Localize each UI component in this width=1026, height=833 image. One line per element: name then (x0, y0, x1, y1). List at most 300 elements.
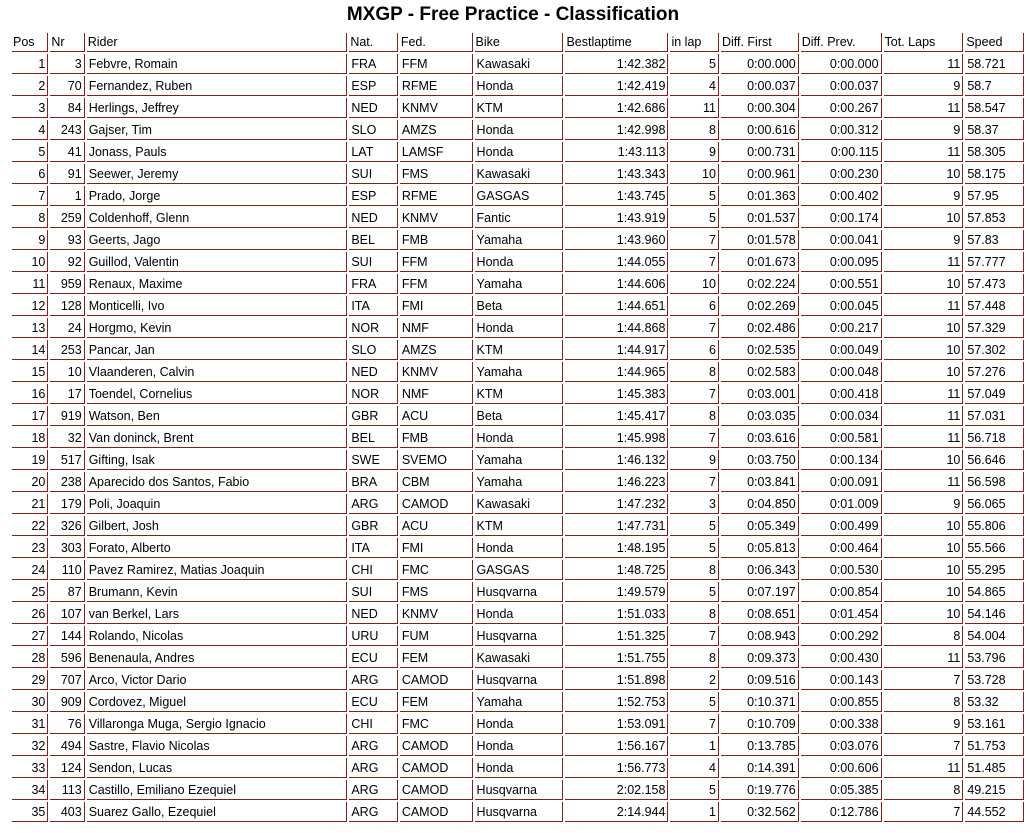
cell-tot-laps: 10 (884, 450, 964, 470)
cell-fed: FFM (400, 54, 473, 74)
column-header-in-lap: in lap (670, 33, 718, 52)
table-row (12, 340, 1024, 360)
cell-in-lap: 6 (670, 340, 718, 360)
cell-diff-first: 0:01.578 (721, 230, 799, 250)
cell-diff-prev: 0:00.034 (801, 406, 882, 426)
cell-bike: Honda (475, 76, 564, 96)
cell-nat: ARG (349, 736, 397, 756)
cell-diff-prev: 0:00.430 (801, 648, 882, 668)
cell-bike: Kawasaki (475, 54, 564, 74)
cell-fed: FMB (400, 230, 473, 250)
cell-in-lap: 9 (670, 142, 718, 162)
column-header-diff-prev: Diff. Prev. (801, 33, 882, 52)
cell-in-lap: 11 (670, 98, 718, 118)
table-row (12, 714, 1024, 734)
cell-rider: Geerts, Jago (87, 230, 348, 250)
cell-nat: ITA (349, 538, 397, 558)
cell-nr: 253 (50, 340, 84, 360)
cell-bike: Husqvarna (475, 802, 564, 822)
cell-speed: 56.646 (965, 450, 1024, 470)
cell-bestlaptime: 1:56.773 (565, 758, 668, 778)
cell-pos: 30 (12, 692, 48, 712)
cell-diff-prev: 0:00.037 (801, 76, 882, 96)
cell-in-lap: 7 (670, 428, 718, 448)
cell-diff-first: 0:02.224 (721, 274, 799, 294)
cell-speed: 58.721 (965, 54, 1024, 74)
cell-bestlaptime: 1:44.606 (565, 274, 668, 294)
cell-diff-first: 0:01.673 (721, 252, 799, 272)
cell-nr: 1 (50, 186, 84, 206)
cell-nat: NED (349, 208, 397, 228)
cell-diff-prev: 0:05.385 (801, 780, 882, 800)
cell-in-lap: 7 (670, 230, 718, 250)
cell-fed: KNMV (400, 208, 473, 228)
cell-nat: CHI (349, 714, 397, 734)
cell-fed: CAMOD (400, 736, 473, 756)
cell-fed: FMB (400, 428, 473, 448)
cell-tot-laps: 11 (884, 384, 964, 404)
cell-pos: 14 (12, 340, 48, 360)
cell-rider: Seewer, Jeremy (87, 164, 348, 184)
cell-pos: 4 (12, 120, 48, 140)
cell-fed: FFM (400, 274, 473, 294)
cell-in-lap: 7 (670, 252, 718, 272)
cell-bike: Honda (475, 714, 564, 734)
cell-diff-first: 0:01.363 (721, 186, 799, 206)
cell-rider: Forato, Alberto (87, 538, 348, 558)
cell-nr: 84 (50, 98, 84, 118)
cell-bike: Yamaha (475, 362, 564, 382)
cell-fed: LAMSF (400, 142, 473, 162)
cell-bestlaptime: 1:51.898 (565, 670, 668, 690)
table-body (12, 54, 1024, 822)
cell-rider: Gifting, Isak (87, 450, 348, 470)
cell-diff-prev: 0:00.143 (801, 670, 882, 690)
cell-diff-prev: 0:00.048 (801, 362, 882, 382)
cell-nat: LAT (349, 142, 397, 162)
cell-pos: 20 (12, 472, 48, 492)
cell-speed: 57.276 (965, 362, 1024, 382)
cell-diff-prev: 0:00.402 (801, 186, 882, 206)
cell-bestlaptime: 2:02.158 (565, 780, 668, 800)
cell-tot-laps: 8 (884, 626, 964, 646)
cell-fed: FMI (400, 538, 473, 558)
cell-speed: 57.83 (965, 230, 1024, 250)
table-row (12, 516, 1024, 536)
cell-in-lap: 8 (670, 362, 718, 382)
cell-tot-laps: 11 (884, 648, 964, 668)
cell-nat: FRA (349, 54, 397, 74)
cell-bike: Honda (475, 318, 564, 338)
cell-in-lap: 5 (670, 186, 718, 206)
cell-pos: 25 (12, 582, 48, 602)
cell-bike: Kawasaki (475, 164, 564, 184)
cell-tot-laps: 10 (884, 164, 964, 184)
cell-tot-laps: 10 (884, 582, 964, 602)
cell-bike: Honda (475, 736, 564, 756)
cell-in-lap: 8 (670, 120, 718, 140)
cell-fed: CBM (400, 472, 473, 492)
cell-diff-first: 0:03.001 (721, 384, 799, 404)
cell-bike: Honda (475, 142, 564, 162)
cell-rider: Febvre, Romain (87, 54, 348, 74)
cell-fed: ACU (400, 406, 473, 426)
cell-tot-laps: 7 (884, 802, 964, 822)
cell-rider: Coldenhoff, Glenn (87, 208, 348, 228)
cell-tot-laps: 9 (884, 230, 964, 250)
cell-diff-prev: 0:00.855 (801, 692, 882, 712)
cell-pos: 1 (12, 54, 48, 74)
cell-pos: 26 (12, 604, 48, 624)
cell-tot-laps: 11 (884, 54, 964, 74)
cell-nr: 517 (50, 450, 84, 470)
cell-nr: 17 (50, 384, 84, 404)
cell-nr: 113 (50, 780, 84, 800)
cell-fed: CAMOD (400, 670, 473, 690)
cell-fed: NMF (400, 318, 473, 338)
cell-diff-prev: 0:00.292 (801, 626, 882, 646)
cell-nat: GBR (349, 406, 397, 426)
cell-nr: 107 (50, 604, 84, 624)
cell-nr: 92 (50, 252, 84, 272)
column-header-fed: Fed. (400, 33, 473, 52)
cell-rider: Rolando, Nicolas (87, 626, 348, 646)
cell-nr: 128 (50, 296, 84, 316)
cell-pos: 15 (12, 362, 48, 382)
cell-bike: GASGAS (475, 186, 564, 206)
cell-bestlaptime: 1:43.919 (565, 208, 668, 228)
cell-nat: SWE (349, 450, 397, 470)
cell-diff-prev: 0:03.076 (801, 736, 882, 756)
cell-pos: 29 (12, 670, 48, 690)
cell-pos: 32 (12, 736, 48, 756)
cell-speed: 53.161 (965, 714, 1024, 734)
cell-nr: 238 (50, 472, 84, 492)
cell-pos: 10 (12, 252, 48, 272)
cell-tot-laps: 11 (884, 296, 964, 316)
cell-pos: 21 (12, 494, 48, 514)
cell-in-lap: 5 (670, 780, 718, 800)
cell-rider: Monticelli, Ivo (87, 296, 348, 316)
cell-nat: BEL (349, 230, 397, 250)
cell-rider: Pancar, Jan (87, 340, 348, 360)
cell-in-lap: 9 (670, 450, 718, 470)
cell-in-lap: 5 (670, 692, 718, 712)
cell-diff-prev: 0:00.418 (801, 384, 882, 404)
cell-in-lap: 1 (670, 802, 718, 822)
cell-tot-laps: 11 (884, 98, 964, 118)
cell-nr: 32 (50, 428, 84, 448)
cell-rider: Toendel, Cornelius (87, 384, 348, 404)
cell-bike: Husqvarna (475, 626, 564, 646)
table-row (12, 406, 1024, 426)
column-header-speed: Speed (965, 33, 1024, 52)
cell-nat: URU (349, 626, 397, 646)
cell-bestlaptime: 1:42.382 (565, 54, 668, 74)
cell-bestlaptime: 1:51.755 (565, 648, 668, 668)
table-row (12, 560, 1024, 580)
cell-rider: Brumann, Kevin (87, 582, 348, 602)
cell-bestlaptime: 1:47.731 (565, 516, 668, 536)
cell-rider: Benenaula, Andres (87, 648, 348, 668)
table-row (12, 208, 1024, 228)
cell-fed: CAMOD (400, 494, 473, 514)
cell-speed: 51.753 (965, 736, 1024, 756)
column-header-nat: Nat. (349, 33, 397, 52)
table-row (12, 252, 1024, 272)
cell-bike: Husqvarna (475, 780, 564, 800)
cell-fed: FMC (400, 714, 473, 734)
cell-diff-first: 0:10.709 (721, 714, 799, 734)
cell-nr: 144 (50, 626, 84, 646)
cell-rider: Villaronga Muga, Sergio Ignacio (87, 714, 348, 734)
cell-speed: 54.004 (965, 626, 1024, 646)
cell-diff-prev: 0:00.606 (801, 758, 882, 778)
cell-diff-first: 0:02.535 (721, 340, 799, 360)
cell-fed: CAMOD (400, 802, 473, 822)
cell-diff-prev: 0:00.267 (801, 98, 882, 118)
cell-bike: Fantic (475, 208, 564, 228)
cell-bestlaptime: 1:45.998 (565, 428, 668, 448)
cell-bike: Beta (475, 296, 564, 316)
cell-diff-prev: 0:00.091 (801, 472, 882, 492)
cell-bestlaptime: 1:56.167 (565, 736, 668, 756)
cell-fed: RFME (400, 186, 473, 206)
cell-speed: 54.146 (965, 604, 1024, 624)
cell-nat: ARG (349, 802, 397, 822)
cell-diff-first: 0:14.391 (721, 758, 799, 778)
table-row (12, 164, 1024, 184)
table-row (12, 384, 1024, 404)
cell-tot-laps: 10 (884, 340, 964, 360)
cell-fed: FEM (400, 692, 473, 712)
classification-table (10, 31, 1026, 824)
cell-pos: 18 (12, 428, 48, 448)
cell-nr: 3 (50, 54, 84, 74)
table-row (12, 362, 1024, 382)
cell-diff-first: 0:03.035 (721, 406, 799, 426)
cell-bestlaptime: 1:46.223 (565, 472, 668, 492)
cell-tot-laps: 10 (884, 538, 964, 558)
table-row (12, 494, 1024, 514)
cell-rider: Arco, Victor Dario (87, 670, 348, 690)
cell-bestlaptime: 1:42.686 (565, 98, 668, 118)
cell-diff-first: 0:00.037 (721, 76, 799, 96)
cell-speed: 55.295 (965, 560, 1024, 580)
cell-pos: 9 (12, 230, 48, 250)
cell-fed: CAMOD (400, 758, 473, 778)
cell-nat: SUI (349, 252, 397, 272)
cell-fed: FMC (400, 560, 473, 580)
cell-diff-prev: 0:01.009 (801, 494, 882, 514)
cell-nr: 596 (50, 648, 84, 668)
cell-fed: KNMV (400, 362, 473, 382)
cell-nr: 259 (50, 208, 84, 228)
cell-nat: ECU (349, 648, 397, 668)
cell-speed: 57.448 (965, 296, 1024, 316)
cell-nat: NOR (349, 384, 397, 404)
cell-bike: Husqvarna (475, 582, 564, 602)
cell-fed: FFM (400, 252, 473, 272)
cell-rider: Cordovez, Miguel (87, 692, 348, 712)
cell-rider: Prado, Jorge (87, 186, 348, 206)
cell-tot-laps: 10 (884, 560, 964, 580)
cell-speed: 53.796 (965, 648, 1024, 668)
cell-nr: 303 (50, 538, 84, 558)
cell-nat: CHI (349, 560, 397, 580)
cell-bestlaptime: 1:53.091 (565, 714, 668, 734)
cell-pos: 11 (12, 274, 48, 294)
cell-bike: Husqvarna (475, 670, 564, 690)
table-row (12, 318, 1024, 338)
table-row (12, 274, 1024, 294)
cell-speed: 51.485 (965, 758, 1024, 778)
cell-speed: 56.065 (965, 494, 1024, 514)
cell-rider: van Berkel, Lars (87, 604, 348, 624)
cell-nat: ECU (349, 692, 397, 712)
cell-diff-first: 0:32.562 (721, 802, 799, 822)
cell-bike: Honda (475, 428, 564, 448)
cell-bestlaptime: 2:14.944 (565, 802, 668, 822)
cell-bestlaptime: 1:44.651 (565, 296, 668, 316)
table-row (12, 450, 1024, 470)
cell-nat: NED (349, 98, 397, 118)
cell-pos: 16 (12, 384, 48, 404)
cell-bike: Honda (475, 758, 564, 778)
cell-diff-prev: 0:00.230 (801, 164, 882, 184)
cell-tot-laps: 10 (884, 362, 964, 382)
cell-tot-laps: 11 (884, 428, 964, 448)
cell-nr: 959 (50, 274, 84, 294)
cell-diff-first: 0:01.537 (721, 208, 799, 228)
cell-bestlaptime: 1:44.055 (565, 252, 668, 272)
cell-in-lap: 4 (670, 758, 718, 778)
cell-diff-prev: 0:00.115 (801, 142, 882, 162)
cell-nr: 707 (50, 670, 84, 690)
cell-bike: Honda (475, 604, 564, 624)
cell-nat: NED (349, 362, 397, 382)
cell-nat: ITA (349, 296, 397, 316)
cell-bestlaptime: 1:45.383 (565, 384, 668, 404)
cell-pos: 34 (12, 780, 48, 800)
cell-fed: RFME (400, 76, 473, 96)
cell-nat: SUI (349, 582, 397, 602)
cell-speed: 57.049 (965, 384, 1024, 404)
cell-fed: FMS (400, 164, 473, 184)
cell-in-lap: 7 (670, 318, 718, 338)
cell-nat: ARG (349, 780, 397, 800)
cell-nat: SLO (349, 340, 397, 360)
cell-diff-prev: 0:00.464 (801, 538, 882, 558)
cell-bestlaptime: 1:48.195 (565, 538, 668, 558)
cell-nr: 93 (50, 230, 84, 250)
cell-diff-first: 0:02.486 (721, 318, 799, 338)
cell-tot-laps: 9 (884, 494, 964, 514)
cell-nat: SLO (349, 120, 397, 140)
cell-pos: 19 (12, 450, 48, 470)
column-header-diff-first: Diff. First (721, 33, 799, 52)
table-row (12, 428, 1024, 448)
column-header-bike: Bike (475, 33, 564, 52)
cell-speed: 57.031 (965, 406, 1024, 426)
table-row (12, 604, 1024, 624)
cell-diff-prev: 0:00.581 (801, 428, 882, 448)
cell-diff-prev: 0:00.551 (801, 274, 882, 294)
cell-diff-first: 0:00.731 (721, 142, 799, 162)
cell-pos: 33 (12, 758, 48, 778)
table-row (12, 76, 1024, 96)
cell-bestlaptime: 1:44.917 (565, 340, 668, 360)
cell-pos: 6 (12, 164, 48, 184)
cell-diff-prev: 0:00.134 (801, 450, 882, 470)
cell-bestlaptime: 1:48.725 (565, 560, 668, 580)
table-row (12, 736, 1024, 756)
cell-pos: 2 (12, 76, 48, 96)
cell-speed: 57.329 (965, 318, 1024, 338)
cell-pos: 27 (12, 626, 48, 646)
table-row (12, 142, 1024, 162)
cell-tot-laps: 11 (884, 252, 964, 272)
cell-diff-first: 0:04.850 (721, 494, 799, 514)
cell-diff-first: 0:03.841 (721, 472, 799, 492)
cell-bike: Yamaha (475, 450, 564, 470)
cell-speed: 57.95 (965, 186, 1024, 206)
cell-in-lap: 7 (670, 714, 718, 734)
table-row (12, 582, 1024, 602)
cell-diff-first: 0:02.583 (721, 362, 799, 382)
cell-fed: AMZS (400, 120, 473, 140)
cell-nat: SUI (349, 164, 397, 184)
cell-nr: 24 (50, 318, 84, 338)
cell-in-lap: 8 (670, 648, 718, 668)
table-row (12, 780, 1024, 800)
cell-nr: 179 (50, 494, 84, 514)
column-header-pos: Pos (12, 33, 48, 52)
cell-fed: ACU (400, 516, 473, 536)
cell-tot-laps: 8 (884, 780, 964, 800)
cell-bestlaptime: 1:43.343 (565, 164, 668, 184)
cell-pos: 8 (12, 208, 48, 228)
cell-pos: 22 (12, 516, 48, 536)
table-row (12, 186, 1024, 206)
cell-diff-first: 0:10.371 (721, 692, 799, 712)
column-header-rider: Rider (87, 33, 348, 52)
cell-tot-laps: 9 (884, 714, 964, 734)
cell-in-lap: 7 (670, 472, 718, 492)
cell-fed: CAMOD (400, 780, 473, 800)
cell-speed: 58.547 (965, 98, 1024, 118)
cell-in-lap: 5 (670, 538, 718, 558)
cell-fed: FMI (400, 296, 473, 316)
cell-fed: FEM (400, 648, 473, 668)
table-row (12, 802, 1024, 822)
cell-rider: Gajser, Tim (87, 120, 348, 140)
table-row (12, 626, 1024, 646)
header-row (12, 33, 1024, 52)
cell-diff-first: 0:03.750 (721, 450, 799, 470)
cell-diff-first: 0:02.269 (721, 296, 799, 316)
cell-bestlaptime: 1:42.998 (565, 120, 668, 140)
cell-bike: Honda (475, 252, 564, 272)
cell-nr: 494 (50, 736, 84, 756)
cell-nr: 91 (50, 164, 84, 184)
table-row (12, 472, 1024, 492)
cell-diff-first: 0:05.813 (721, 538, 799, 558)
cell-nat: BEL (349, 428, 397, 448)
cell-nat: NOR (349, 318, 397, 338)
cell-rider: Renaux, Maxime (87, 274, 348, 294)
cell-speed: 53.728 (965, 670, 1024, 690)
